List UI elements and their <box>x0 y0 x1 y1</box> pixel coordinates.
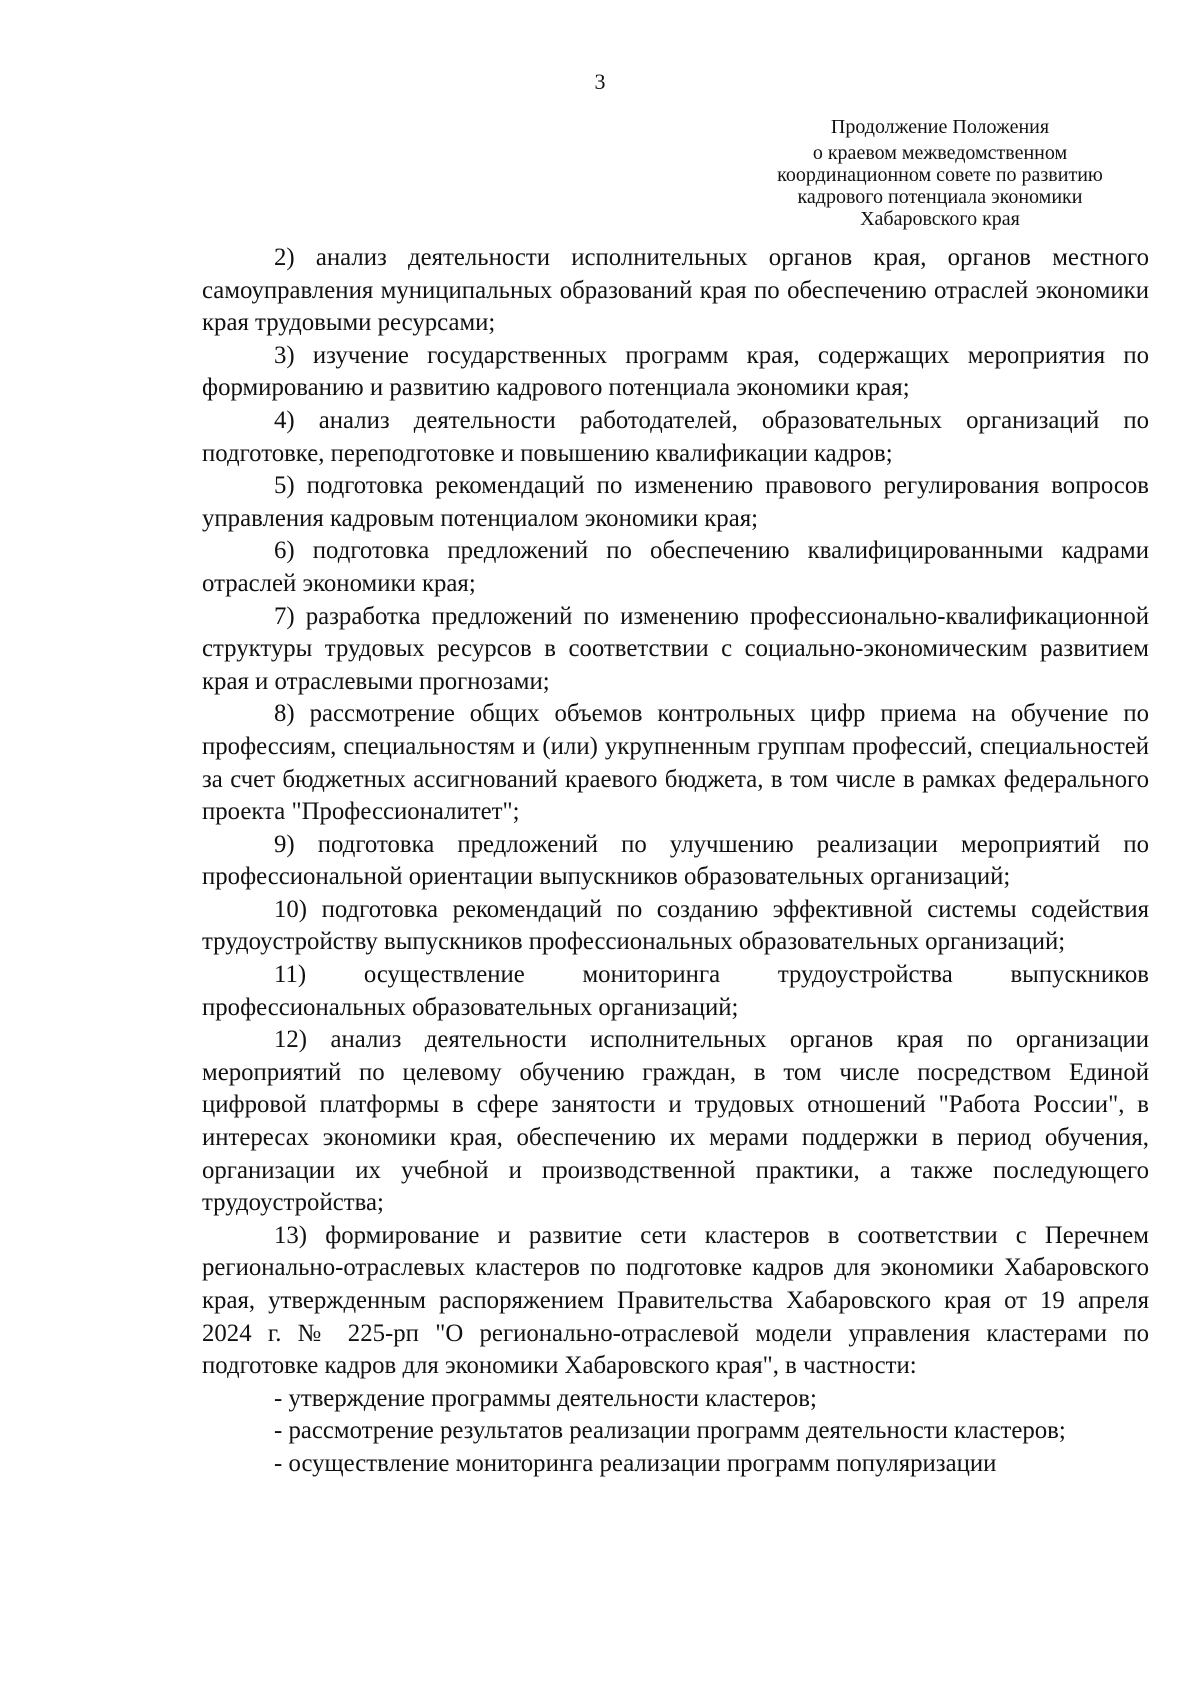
item-text: подготовка предложений по улучшению реализации мероприятий по профессиональной ориентации выпускников образовательных организаций; <box>202 830 1149 891</box>
item-number: 6) <box>274 537 295 565</box>
item-number: 9) <box>274 830 295 858</box>
list-item <box>202 894 1149 959</box>
header-line: о краевом межведомственном <box>812 142 1068 164</box>
list-item <box>202 535 1149 600</box>
item-text: анализ деятельности работодателей, образовательных организаций по подготовке, переподготовке и повышению квалификации кадров; <box>202 406 1149 467</box>
header-line: Продолжение Положения <box>830 116 1050 138</box>
list-item <box>202 698 1149 828</box>
item-number: 8) <box>274 700 295 728</box>
sub-item <box>202 1415 1149 1448</box>
header-line: Хабаровского края <box>860 208 1020 230</box>
header-line: координационном совете по развитию <box>777 164 1103 186</box>
item-text: изучение государственных программ края, содержащих мероприятия по формированию и развитию кадрового потенциала экономики края; <box>202 341 1150 402</box>
list-item <box>202 242 1149 340</box>
item-text: рассмотрение результатов реализации программ деятельности кластеров; <box>288 1417 1066 1445</box>
item-text: подготовка рекомендаций по изменению правового регулирования вопросов управления кадровым потенциалом экономики края; <box>202 472 1150 532</box>
item-text: формирование и развитие сети кластеров в соответствии с Перечнем регионально-отраслевых кластеров по подготовке кадров для экономики Хабаровского края, утвержденным распоряжением Правительства Хабаровского края от 19 апреля 2024 г. № 225-рп "О регионально-отраслевой модели управления кластерами по подготовке кадров для экономики Хабаровского края", в частности: <box>202 1221 1149 1380</box>
item-number: 5) <box>274 472 295 500</box>
list-item <box>202 829 1149 894</box>
list-item <box>202 601 1149 699</box>
list-item <box>202 470 1149 535</box>
document-body <box>202 242 1149 1481</box>
item-number: 2) <box>274 244 295 271</box>
item-text: утверждение программы деятельности кластеров; <box>288 1384 817 1412</box>
list-item <box>202 405 1149 470</box>
item-number: 11) <box>274 961 307 989</box>
list-item <box>202 340 1149 405</box>
item-text: подготовка предложений по обеспечению квалифицированными кадрами отраслей экономики края; <box>202 537 1149 597</box>
item-number: 4) <box>274 406 295 434</box>
list-item <box>202 1024 1149 1220</box>
item-number: 7) <box>274 602 295 630</box>
document-header <box>740 116 1140 230</box>
sub-item <box>202 1448 1149 1481</box>
item-text: осуществление мониторинга трудоустройства выпускников профессиональных образовательных организаций; <box>202 961 1149 1021</box>
item-number: 3) <box>274 341 295 369</box>
item-text: осуществление мониторинга реализации программ популяризации <box>288 1449 997 1477</box>
item-text: анализ деятельности исполнительных органов края по организации мероприятий по целевому обучению граждан, в том числе посредством Единой цифровой платформы в сфере занятости и трудовых отношений "Работа России", в интересах экономики края, обеспечению их мерами поддержки в период обучения, организации их учебной и производственной практики, а также последующего трудоустройства; <box>202 1026 1150 1217</box>
list-item <box>202 1383 1149 1416</box>
list-item <box>202 959 1149 1024</box>
item-text: анализ деятельности исполнительных органов края, органов местного самоуправления муниципальных образований края по обеспечению отраслей экономики края трудовыми ресурсами; <box>202 244 1149 337</box>
item-number: - <box>274 1384 283 1412</box>
item-text: разработка предложений по изменению профессионально-квалификационной структуры трудовых ресурсов в соответствии с социально-экономическим развитием края и отраслевыми прогнозами; <box>202 602 1149 695</box>
item-text: подготовка рекомендаций по созданию эффективной системы содействия трудоустройству выпускников профессиональных образовательных организаций; <box>202 895 1149 956</box>
page-number: 3 <box>594 69 606 94</box>
item-text: рассмотрение общих объемов контрольных цифр приема на обучение по профессиям, специальностям и (или) укрупненным группам профессий, специальностей за счет бюджетных ассигнований краевого бюджета, в том числе в рамках федерального проекта "Профессионалитет"; <box>202 700 1149 826</box>
dash-marker: - <box>274 1417 283 1445</box>
list-item <box>202 1220 1149 1383</box>
dash-marker: - <box>274 1449 283 1477</box>
header-line: кадрового потенциала экономики <box>797 186 1083 208</box>
item-number: 12) <box>274 1026 308 1054</box>
item-number: 13) <box>274 1221 308 1249</box>
item-number: 10) <box>274 895 308 923</box>
